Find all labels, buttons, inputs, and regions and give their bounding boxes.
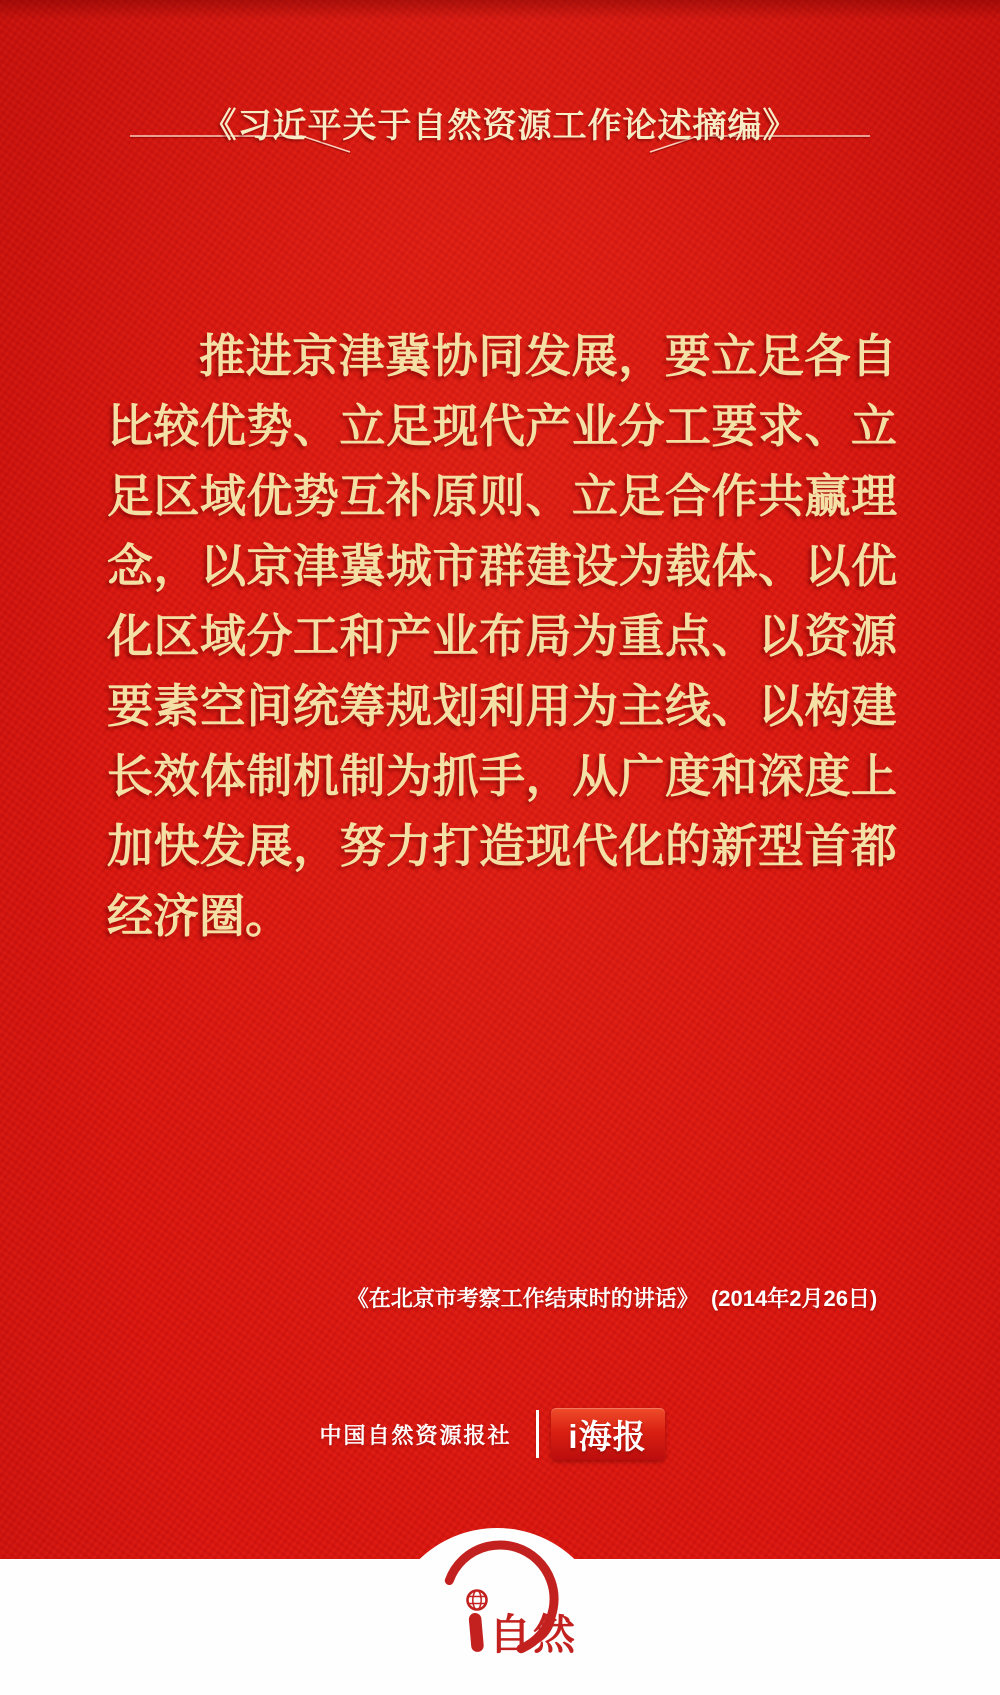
publisher-name: 中国自然资源报社	[319, 1422, 512, 1448]
credits-row	[0, 1405, 992, 1463]
inature-logo	[420, 1537, 580, 1662]
ihaibao-badge: i海报	[551, 1408, 665, 1460]
poster-header	[0, 0, 1000, 170]
logo-i-stem	[468, 1613, 484, 1653]
quote-text: 推进京津冀协同发展，要立足各自比较优势、立足现代产业分工要求、立足区域优势互补原则、立足合作共赢理念，以京津冀城市群建设为载体、以优化区域分工和产业布局为重点、以资源要素空间统筹规划利用为主线、以构建长效体制机制为抓手，从广度和深度上加快发展，努力打造现代化的新型首都经济圈。	[107, 331, 897, 942]
globe-icon	[468, 1591, 487, 1610]
divider	[536, 1410, 539, 1458]
logo-hanzi: 自然	[489, 1611, 578, 1658]
poster-title: 《习近平关于自然资源工作论述摘编》	[202, 108, 798, 145]
quote-attribution: 《在北京市考察工作结束时的讲话》 (2014年2月26日)	[346, 1286, 878, 1311]
